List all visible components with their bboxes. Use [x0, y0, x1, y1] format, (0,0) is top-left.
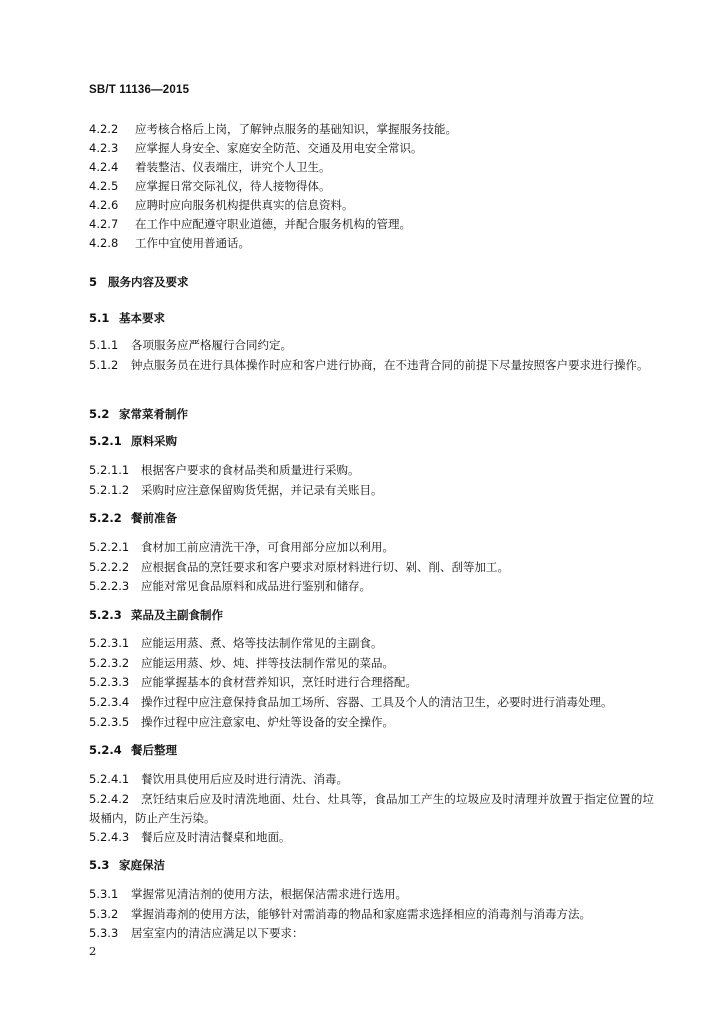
clause-5-2-4-1: 5.2.4.1 餐饮用具使用后应及时进行清洗、消毒。	[89, 772, 348, 786]
section-5-2-3-heading: 5.2.3 菜品及主副食制作	[89, 608, 223, 622]
section-5-2-1-heading: 5.2.1 原料采购	[89, 434, 177, 448]
clause-5-2-3-5: 5.2.3.5 操作过程中应注意家电、炉灶等设备的安全操作。	[89, 715, 394, 729]
clause-5-2-2-2: 5.2.2.2 应根据食品的烹饪要求和客户要求对原材料进行切、剁、削、刮等加工。	[89, 560, 509, 574]
clause-5-3-1: 5.3.1 掌握常见清洁剂的使用方法，根据保洁需求进行选用。	[89, 887, 407, 901]
chapter-5-heading: 5 服务内容及要求	[89, 275, 189, 289]
clause-4-2-8: 4.2.8 工作中宜使用普通话。	[89, 236, 250, 250]
section-5-2-4-heading: 5.2.4 餐后整理	[89, 743, 177, 757]
clause-5-2-1-1: 5.2.1.1 根据客户要求的食材品类和质量进行采购。	[89, 463, 360, 477]
clause-4-2-3: 4.2.3 应掌握人身安全、家庭安全防范、交通及用电安全常识。	[89, 141, 423, 155]
standard-number-header: SB/T 11136—2015	[89, 84, 190, 96]
clause-4-2-7: 4.2.7 在工作中应配遵守职业道德，并配合服务机构的管理。	[89, 217, 411, 231]
clause-5-1-2: 5.1.2 钟点服务员在进行具体操作时应和客户进行协商，在不违背合同的前提下尽量按照客户要求进行操作。	[89, 358, 649, 372]
clause-5-3-2: 5.3.2 掌握消毒剂的使用方法，能够针对需消毒的物品和家庭需求选择相应的消毒剂与消毒方法。	[89, 907, 591, 921]
clause-4-2-2: 4.2.2 应考核合格后上岗，了解钟点服务的基础知识，掌握服务技能。	[89, 122, 457, 136]
clause-5-3-3: 5.3.3 居室室内的清洁应满足以下要求：	[89, 926, 304, 940]
clause-4-2-6: 4.2.6 应聘时应向服务机构提供真实的信息资料。	[89, 198, 354, 212]
page-number: 2	[89, 944, 97, 958]
clause-5-2-4-2: 5.2.4.2 烹饪结束后应及时清洗地面、灶台、灶具等，食品加工产生的垃圾应及时清理并放置于指定位置的垃圾桶内，防止产生污染。	[89, 792, 654, 825]
clause-4-2-4: 4.2.4 着装整洁、仪表端庄，讲究个人卫生。	[89, 160, 331, 174]
clause-5-2-2-1: 5.2.2.1 食材加工前应清洗干净，可食用部分应加以利用。	[89, 540, 394, 554]
clause-5-1-1: 5.1.1 各项服务应严格履行合同约定。	[89, 338, 292, 352]
section-5-1-heading: 5.1 基本要求	[89, 311, 165, 325]
section-5-2-2-heading: 5.2.2 餐前准备	[89, 511, 177, 525]
clause-5-2-3-3: 5.2.3.3 应能掌握基本的食材营养知识，烹饪时进行合理搭配。	[89, 675, 417, 689]
section-5-3-heading: 5.3 家庭保洁	[89, 858, 165, 872]
clause-5-2-1-2: 5.2.1.2 采购时应注意保留购货凭据，并记录有关账目。	[89, 483, 383, 497]
clause-5-2-3-4: 5.2.3.4 操作过程中应注意保持食品加工场所、容器、工具及个人的清洁卫生，必要时进行消毒处理。	[89, 695, 613, 709]
clause-5-2-3-1: 5.2.3.1 应能运用蒸、煮、烙等技法制作常见的主副食。	[89, 636, 383, 650]
clause-5-2-4-3: 5.2.4.3 餐后应及时清洁餐桌和地面。	[89, 830, 291, 844]
clause-4-2-5: 4.2.5 应掌握日常交际礼仪，待人接物得体。	[89, 179, 331, 193]
clause-5-2-2-3: 5.2.2.3 应能对常见食品原料和成品进行鉴别和储存。	[89, 579, 371, 593]
section-5-2-heading: 5.2 家常菜肴制作	[89, 407, 188, 421]
clause-5-2-3-2: 5.2.3.2 应能运用蒸、炒、炖、拌等技法制作常见的菜品。	[89, 656, 394, 670]
